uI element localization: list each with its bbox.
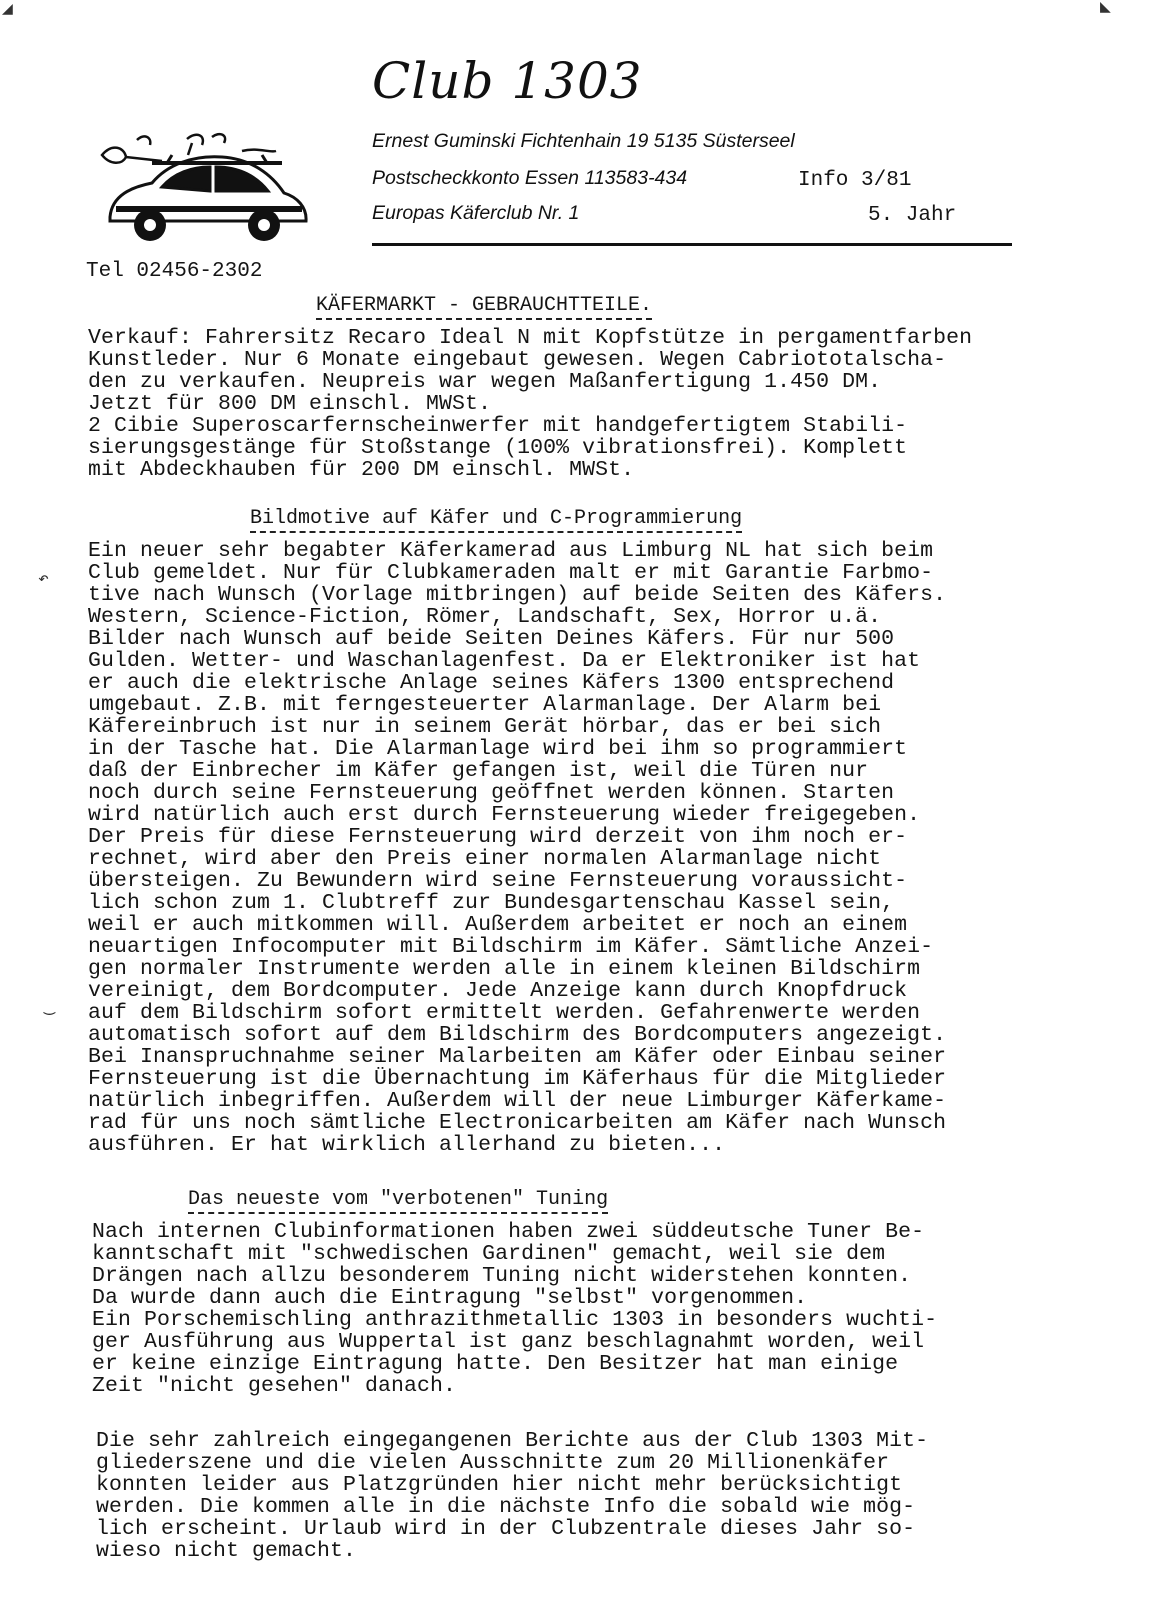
section-heading-bildmotive: Bildmotive auf Käfer und C-Programmierung bbox=[250, 507, 742, 530]
text-line: Ein Porschemischling anthrazithmetallic 1303 in besonders wuchti- bbox=[92, 1308, 938, 1332]
text-line: 2 Cibie Superoscarfernscheinwerfer mit handgefertigtem Stabili- bbox=[88, 414, 908, 438]
address-line: Ernest Guminski Fichtenhain 19 5135 Süsterseel bbox=[372, 130, 795, 152]
scan-mark-icon: ◢ bbox=[2, 0, 13, 20]
text-line: rad für uns noch sämtliche Electronicarbeiten am Käfer nach Wunsch bbox=[88, 1111, 947, 1135]
text-line: den zu verkaufen. Neupreis war wegen Maßanfertigung 1.450 DM. bbox=[88, 370, 882, 394]
text-line: ausführen. Er hat wirklich allerhand zu bieten... bbox=[88, 1133, 726, 1157]
text-line: mit Abdeckhauben für 200 DM einschl. MWSt. bbox=[88, 458, 635, 482]
header-divider bbox=[372, 243, 1012, 246]
text-line: Club gemeldet. Nur für Clubkameraden malt er mit Garantie Farbmo- bbox=[88, 561, 934, 585]
text-line: rechnet, wird aber den Preis einer normalen Alarmanlage nicht bbox=[88, 847, 882, 871]
text-line: Bilder nach Wunsch auf beide Seiten Deines Käfers. Für nur 500 bbox=[88, 627, 895, 651]
text-line: sierungsgestänge für Stoßstange (100% vibrationsfrei). Komplett bbox=[88, 436, 908, 460]
text-line: wieso nicht gemacht. bbox=[96, 1539, 357, 1563]
text-line: Käfereinbruch ist nur in seinem Gerät hörbar, das er bei sich bbox=[88, 715, 882, 739]
text-line: Ein neuer sehr begabter Käferkamerad aus Limburg NL hat sich beim bbox=[88, 539, 934, 563]
text-line: in der Tasche hat. Die Alarmanlage wird bei ihm so programmiert bbox=[88, 737, 908, 761]
beetle-car-logo bbox=[92, 125, 317, 250]
text-line: Verkauf: Fahrersitz Recaro Ideal N mit Kopfstütze in pergamentfarben bbox=[88, 326, 973, 350]
margin-mark-icon: ‿ bbox=[44, 997, 55, 1017]
text-line: noch durch seine Fernsteuerung geöffnet werden können. Starten bbox=[88, 781, 895, 805]
text-line: gliederszene und die vielen Ausschnitte zum 20 Millionenkäfer bbox=[96, 1451, 890, 1475]
section-heading-tuning: Das neueste vom "verbotenen" Tuning bbox=[188, 1188, 608, 1211]
text-line: Fernsteuerung ist die Übernachtung im Käferhaus für die Mitglieder bbox=[88, 1067, 947, 1091]
text-line: Gulden. Wetter- und Waschanlagenfest. Da er Elektroniker ist hat bbox=[88, 649, 921, 673]
margin-mark-icon: ↶ bbox=[38, 570, 49, 590]
text-line: Zeit "nicht gesehen" danach. bbox=[92, 1374, 457, 1398]
text-line: er auch die elektrische Anlage seines Käfers 1300 entsprechend bbox=[88, 671, 895, 695]
text-line: übersteigen. Zu Bewundern wird seine Fernsteuerung voraussicht- bbox=[88, 869, 908, 893]
text-line: kanntschaft mit "schwedischen Gardinen" gemacht, weil sie dem bbox=[92, 1242, 886, 1266]
text-line: gen normaler Instrumente werden alle in einem kleinen Bildschirm bbox=[88, 957, 921, 981]
text-line: konnten leider aus Platzgründen hier nicht mehr berücksichtigt bbox=[96, 1473, 903, 1497]
text-line: Bei Inanspruchnahme seiner Malarbeiten am Käfer oder Einbau seiner bbox=[88, 1045, 947, 1069]
text-line: auf dem Bildschirm sofort ermittelt werden. Gefahrenwerte werden bbox=[88, 1001, 921, 1025]
text-line: Drängen nach allzu besonderem Tuning nicht widerstehen konnten. bbox=[92, 1264, 912, 1288]
scan-mark-icon: ◣ bbox=[1100, 0, 1111, 18]
text-line: ger Ausführung aus Wuppertal ist ganz beschlagnahmt worden, weil bbox=[92, 1330, 925, 1354]
text-line: Jetzt für 800 DM einschl. MWSt. bbox=[88, 392, 492, 416]
text-line: wird natürlich auch erst durch Fernsteuerung wieder freigegeben. bbox=[88, 803, 921, 827]
phone-number: Tel 02456-2302 bbox=[86, 260, 263, 283]
account-line: Postscheckkonto Essen 113583-434 bbox=[372, 167, 688, 189]
text-line: Der Preis für diese Fernsteuerung wird derzeit von ihm noch er- bbox=[88, 825, 908, 849]
text-line: Western, Science-Fiction, Römer, Landschaft, Sex, Horror u.ä. bbox=[88, 605, 882, 629]
text-line: neuartigen Infocomputer mit Bildschirm im Käfer. Sämtliche Anzei- bbox=[88, 935, 934, 959]
text-line: lich erscheint. Urlaub wird in der Clubzentrale dieses Jahr so- bbox=[96, 1517, 916, 1541]
text-line: vereinigt, dem Bordcomputer. Jede Anzeige kann durch Knopfdruck bbox=[88, 979, 908, 1003]
text-line: weil er auch mitkommen will. Außerdem arbeitet er noch an einem bbox=[88, 913, 908, 937]
text-line: lich schon zum 1. Clubtreff zur Bundesgartenschau Kassel sein, bbox=[88, 891, 895, 915]
section-heading-kaefermarkt: KÄFERMARKT - GEBRAUCHTTEILE. bbox=[316, 294, 652, 317]
club-subtitle: Europas Käferclub Nr. 1 bbox=[372, 202, 580, 224]
text-line: Da wurde dann auch die Eintragung "selbst" vorgenommen. bbox=[92, 1286, 808, 1310]
text-line: er keine einzige Eintragung hatte. Den Besitzer hat man einige bbox=[92, 1352, 899, 1376]
text-line: Die sehr zahlreich eingegangenen Berichte aus der Club 1303 Mit- bbox=[96, 1429, 929, 1453]
text-line: werden. Die kommen alle in die nächste Info die sobald wie mög- bbox=[96, 1495, 916, 1519]
text-line: tive nach Wunsch (Vorlage mitbringen) auf beide Seiten des Käfers. bbox=[88, 583, 947, 607]
volume-year: 5. Jahr bbox=[868, 204, 957, 227]
text-line: Nach internen Clubinformationen haben zwei süddeutsche Tuner Be- bbox=[92, 1220, 925, 1244]
club-title: Club 1303 bbox=[372, 52, 643, 110]
text-line: Kunstleder. Nur 6 Monate eingebaut gewesen. Wegen Cabriototalscha- bbox=[88, 348, 947, 372]
text-line: automatisch sofort auf dem Bildschirm des Bordcomputers angezeigt. bbox=[88, 1023, 947, 1047]
text-line: natürlich inbegriffen. Außerdem will der neue Limburger Käferkame- bbox=[88, 1089, 947, 1113]
issue-number: Info 3/81 bbox=[798, 169, 912, 192]
text-line: umgebaut. Z.B. mit ferngesteuerter Alarmanlage. Der Alarm bei bbox=[88, 693, 882, 717]
text-line: daß der Einbrecher im Käfer gefangen ist, weil die Türen nur bbox=[88, 759, 869, 783]
